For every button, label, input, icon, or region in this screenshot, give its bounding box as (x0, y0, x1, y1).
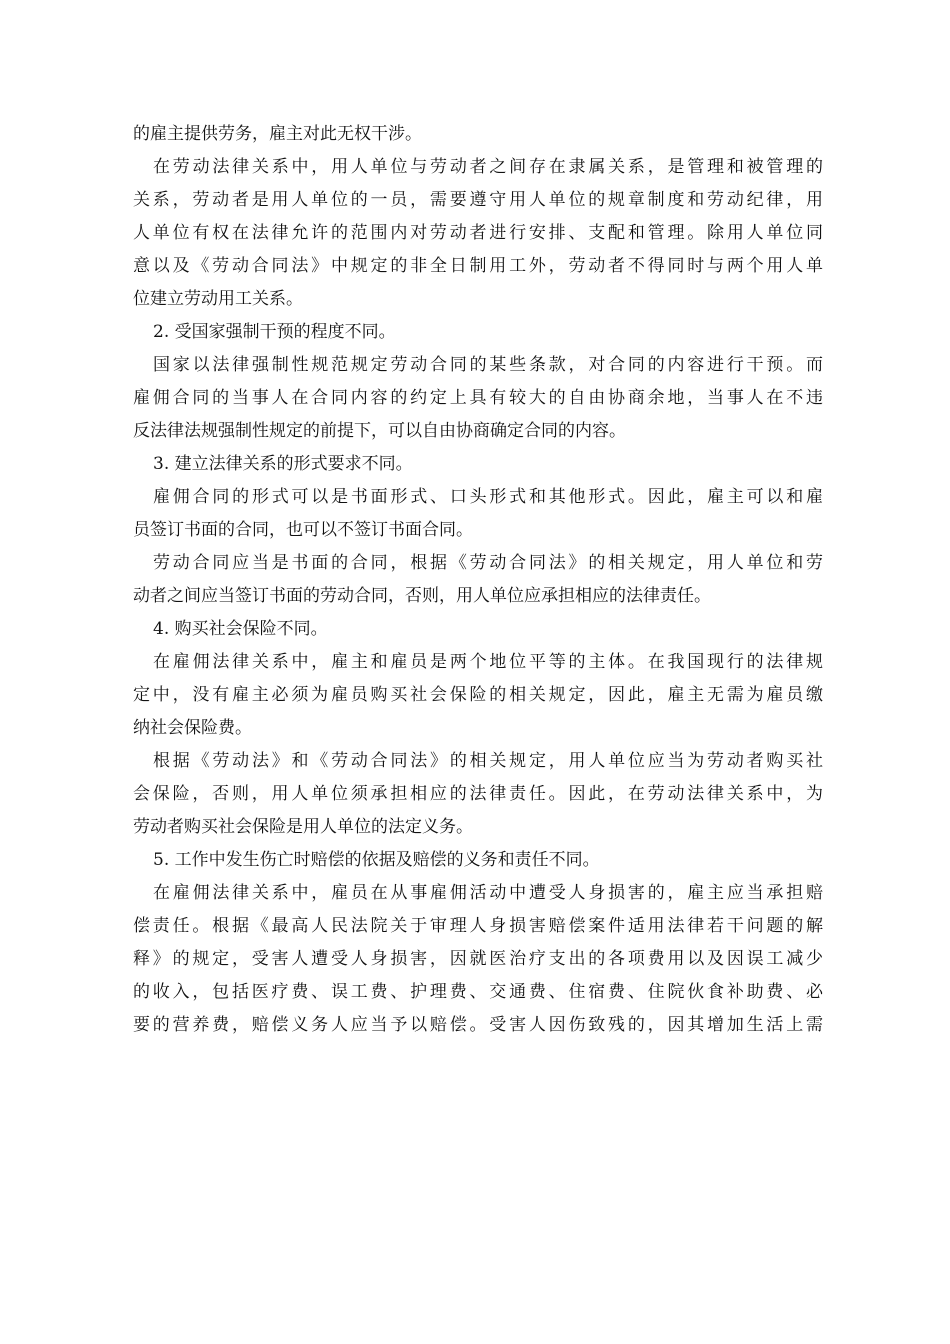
text-line: 的收入，包括医疗费、误工费、护理费、交通费、住宿费、住院伙食补助费、必 (133, 982, 823, 1002)
text-line: 释》的规定，受害人遭受人身损害，因就医治疗支出的各项费用以及因误工减少 (133, 949, 823, 969)
text-line: 会保险，否则，用人单位须承担相应的法律责任。因此，在劳动法律关系中，为 (133, 784, 823, 804)
text-line: 纳社会保险费。 (133, 718, 252, 738)
text-line: 动者之间应当签订书面的劳动合同，否则，用人单位应承担相应的法律责任。 (133, 586, 711, 606)
text-line: 2. 受国家强制干预的程度不同。 (153, 322, 396, 342)
text-line: 劳动合同应当是书面的合同，根据《劳动合同法》的相关规定，用人单位和劳 (153, 553, 823, 573)
text-line: 在劳动法律关系中，用人单位与劳动者之间存在隶属关系，是管理和被管理的 (153, 157, 823, 177)
text-line: 在雇佣法律关系中，雇主和雇员是两个地位平等的主体。在我国现行的法律规 (153, 652, 823, 672)
text-line: 5. 工作中发生伤亡时赔偿的依据及赔偿的义务和责任不同。 (153, 850, 600, 870)
text-line: 3. 建立法律关系的形式要求不同。 (153, 454, 413, 474)
text-line: 员签订书面的合同，也可以不签订书面合同。 (133, 520, 473, 540)
text-line: 4. 购买社会保险不同。 (153, 619, 328, 639)
text-line: 雇佣合同的形式可以是书面形式、口头形式和其他形式。因此，雇主可以和雇 (153, 487, 823, 507)
text-line: 雇佣合同的当事人在合同内容的约定上具有较大的自由协商余地，当事人在不违 (133, 388, 823, 408)
text-line: 关系，劳动者是用人单位的一员，需要遵守用人单位的规章制度和劳动纪律，用 (133, 190, 823, 210)
text-line: 劳动者购买社会保险是用人单位的法定义务。 (133, 817, 473, 837)
text-line: 的雇主提供劳务，雇主对此无权干涉。 (133, 124, 422, 144)
text-line: 国家以法律强制性规范规定劳动合同的某些条款，对合同的内容进行干预。而 (153, 355, 823, 375)
text-line: 根据《劳动法》和《劳动合同法》的相关规定，用人单位应当为劳动者购买社 (153, 751, 823, 771)
text-line: 意以及《劳动合同法》中规定的非全日制用工外，劳动者不得同时与两个用人单 (133, 256, 823, 276)
text-line: 在雇佣法律关系中，雇员在从事雇佣活动中遭受人身损害的，雇主应当承担赔 (153, 883, 823, 903)
text-line: 要的营养费，赔偿义务人应当予以赔偿。受害人因伤致残的，因其增加生活上需 (133, 1015, 823, 1035)
text-line: 人单位有权在法律允许的范围内对劳动者进行安排、支配和管理。除用人单位同 (133, 223, 823, 243)
text-line: 偿责任。根据《最高人民法院关于审理人身损害赔偿案件适用法律若干问题的解 (133, 916, 823, 936)
document-page (133, 118, 823, 1042)
text-line: 反法律法规强制性规定的前提下，可以自由协商确定合同的内容。 (133, 421, 626, 441)
text-line: 位建立劳动用工关系。 (133, 289, 303, 309)
text-line: 定中，没有雇主必须为雇员购买社会保险的相关规定，因此，雇主无需为雇员缴 (133, 685, 823, 705)
